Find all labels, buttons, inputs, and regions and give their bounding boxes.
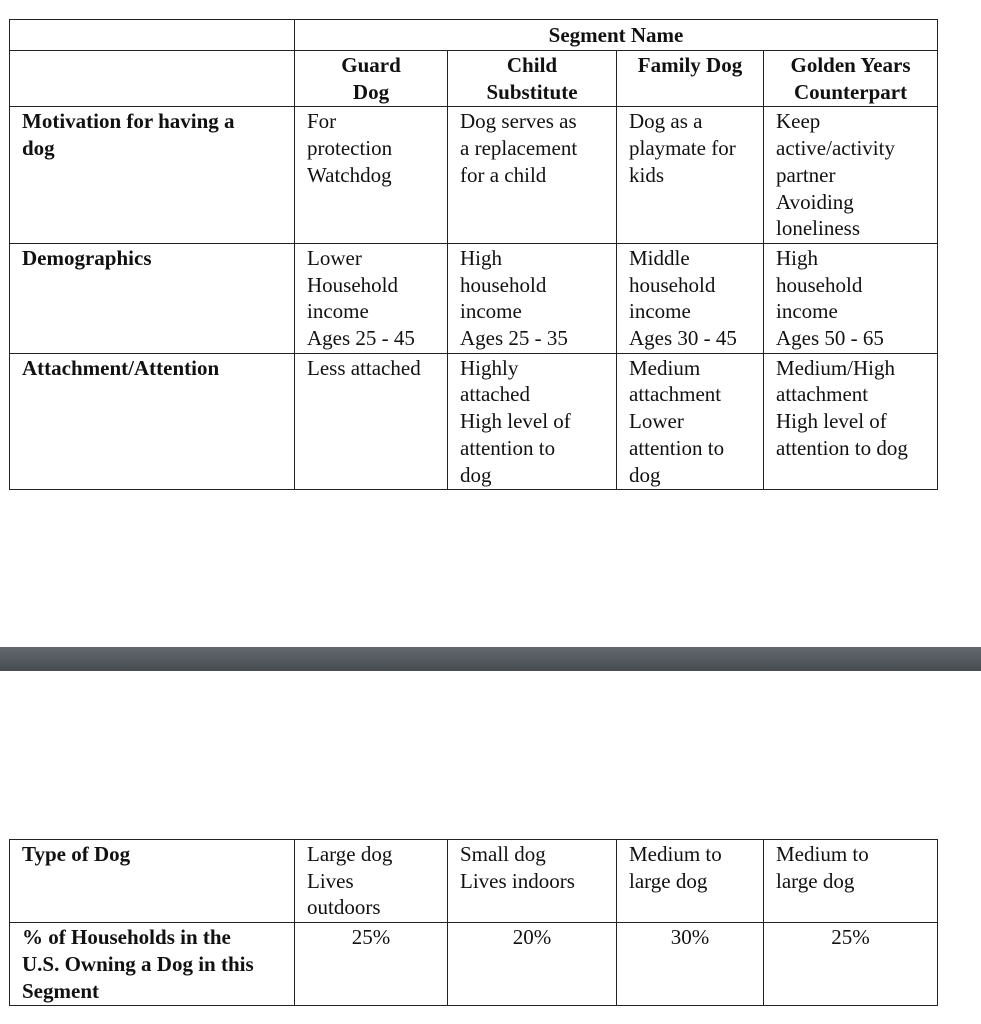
cell-line: Medium/High <box>776 355 895 380</box>
cell-line: 25% <box>351 925 391 950</box>
cell-type-child-substitute <box>448 840 617 923</box>
cell-line: Dog as a <box>629 109 703 134</box>
cell-line: dog <box>629 462 661 487</box>
cell-share-guard-dog <box>295 923 448 1006</box>
cell-line: Avoiding <box>776 189 854 214</box>
cell-line: protection <box>307 136 393 161</box>
cell-line: dog <box>460 462 492 487</box>
cell-line: attachment <box>629 382 722 407</box>
cell-line: loneliness <box>776 216 860 241</box>
cell-line: attention to <box>629 435 725 460</box>
col-header-line: Golden Years <box>790 53 911 77</box>
cell-line: 30% <box>670 925 710 950</box>
cell-motivation-golden-years <box>764 107 938 244</box>
cell-line: large dog <box>629 868 708 893</box>
cell-line: attachment <box>776 382 869 407</box>
cell-line: attention to <box>460 435 556 460</box>
row-demographics <box>10 243 938 353</box>
cell-line: Ages 25 - 45 <box>307 326 415 351</box>
cell-line: Lower <box>307 245 362 270</box>
col-header-line: Child <box>506 53 558 77</box>
cell-line: Less attached <box>307 355 421 380</box>
col-header-line: Counterpart <box>793 79 908 104</box>
cell-demographics-child-substitute <box>448 243 617 353</box>
empty-corner-cell <box>10 20 295 51</box>
segment-columns-row <box>10 51 938 107</box>
empty-label-cell <box>10 51 295 107</box>
cell-line: Household <box>307 272 398 297</box>
cell-line: For <box>307 109 337 134</box>
cell-line: Lives indoors <box>460 868 575 893</box>
cell-line: active/activity <box>776 136 895 161</box>
row-label-line: Attachment/Attention <box>22 355 220 380</box>
cell-line: income <box>776 299 838 324</box>
cell-attachment-child-substitute <box>448 353 617 490</box>
row-attachment <box>10 353 938 490</box>
row-label-demographics <box>10 243 295 353</box>
cell-demographics-family-dog <box>617 243 764 353</box>
cell-line: Medium to <box>629 842 722 866</box>
dog-type-table <box>9 839 938 1006</box>
segment-name-header <box>295 20 938 51</box>
col-header-line: Family Dog <box>637 53 743 77</box>
col-header-family-dog <box>617 51 764 107</box>
page-divider-bar <box>0 647 981 671</box>
cell-line: income <box>307 299 369 324</box>
cell-line: High level of <box>776 409 887 434</box>
cell-line: partner <box>776 162 836 187</box>
cell-type-guard-dog <box>295 840 448 923</box>
row-label-line: Type of Dog <box>22 842 131 866</box>
cell-attachment-family-dog <box>617 353 764 490</box>
cell-line: attached <box>460 382 530 407</box>
col-header-line: Guard <box>341 53 401 77</box>
cell-type-golden-years <box>764 840 938 923</box>
cell-line: Ages 50 - 65 <box>776 326 884 351</box>
cell-share-child-substitute <box>448 923 617 1006</box>
cell-attachment-golden-years <box>764 353 938 490</box>
cell-line: 25% <box>831 925 870 950</box>
cell-line: kids <box>629 162 665 187</box>
row-label-attachment <box>10 353 295 490</box>
row-label-type-of-dog <box>10 840 295 923</box>
cell-motivation-guard-dog <box>295 107 448 244</box>
cell-demographics-guard-dog <box>295 243 448 353</box>
cell-line: playmate for <box>629 136 736 161</box>
segment-table <box>9 19 938 490</box>
row-label-line: U.S. Owning a Dog in this <box>22 951 254 976</box>
cell-share-family-dog <box>617 923 764 1006</box>
cell-line: Lower <box>629 409 684 434</box>
cell-line: Keep <box>776 109 821 134</box>
row-motivation <box>10 107 938 244</box>
cell-line: 20% <box>512 925 552 950</box>
cell-demographics-golden-years <box>764 243 938 353</box>
row-label-line: % of Households in the <box>22 925 231 950</box>
row-label-line: Demographics <box>22 245 152 270</box>
cell-line: Lives <box>307 868 354 893</box>
cell-motivation-child-substitute <box>448 107 617 244</box>
row-household-share <box>10 923 938 1006</box>
cell-type-family-dog <box>617 840 764 923</box>
row-label-household-share <box>10 923 295 1006</box>
cell-line: Small dog <box>460 842 546 866</box>
row-label-line: dog <box>22 136 55 161</box>
cell-motivation-family-dog <box>617 107 764 244</box>
cell-line: Medium <box>629 355 701 380</box>
cell-line: Large dog <box>307 842 393 866</box>
cell-share-golden-years <box>764 923 938 1006</box>
cell-line: Ages 25 - 35 <box>460 326 568 351</box>
cell-line: household <box>460 272 547 297</box>
col-header-guard-dog <box>295 51 448 107</box>
cell-line: large dog <box>776 868 855 893</box>
cell-line: for a child <box>460 162 547 187</box>
segment-name-row <box>10 20 938 51</box>
row-label-motivation <box>10 107 295 244</box>
col-header-child-substitute <box>448 51 617 107</box>
cell-line: High <box>460 245 502 270</box>
col-header-line: Substitute <box>486 79 578 104</box>
cell-line: a replacement <box>460 136 578 161</box>
row-label-line: Motivation for having a <box>22 109 235 134</box>
cell-line: attention to dog <box>776 435 908 460</box>
row-label-line: Segment <box>22 978 99 1003</box>
cell-line: household <box>629 272 716 297</box>
row-type-of-dog <box>10 840 938 923</box>
cell-line: Ages 30 - 45 <box>629 326 737 351</box>
cell-line: household <box>776 272 863 297</box>
segment-name-text: Segment Name <box>548 23 684 47</box>
cell-line: Highly <box>460 355 519 380</box>
cell-line: Dog serves as <box>460 109 577 134</box>
cell-line: income <box>460 299 522 324</box>
cell-line: Medium to <box>776 842 869 866</box>
cell-attachment-guard-dog <box>295 353 448 490</box>
col-header-golden-years <box>764 51 938 107</box>
cell-line: income <box>629 299 691 324</box>
cell-line: Middle <box>629 245 690 270</box>
cell-line: High level of <box>460 409 571 434</box>
col-header-line: Dog <box>352 79 390 104</box>
cell-line: outdoors <box>307 895 381 920</box>
cell-line: High <box>776 245 818 270</box>
cell-line: Watchdog <box>307 162 392 187</box>
